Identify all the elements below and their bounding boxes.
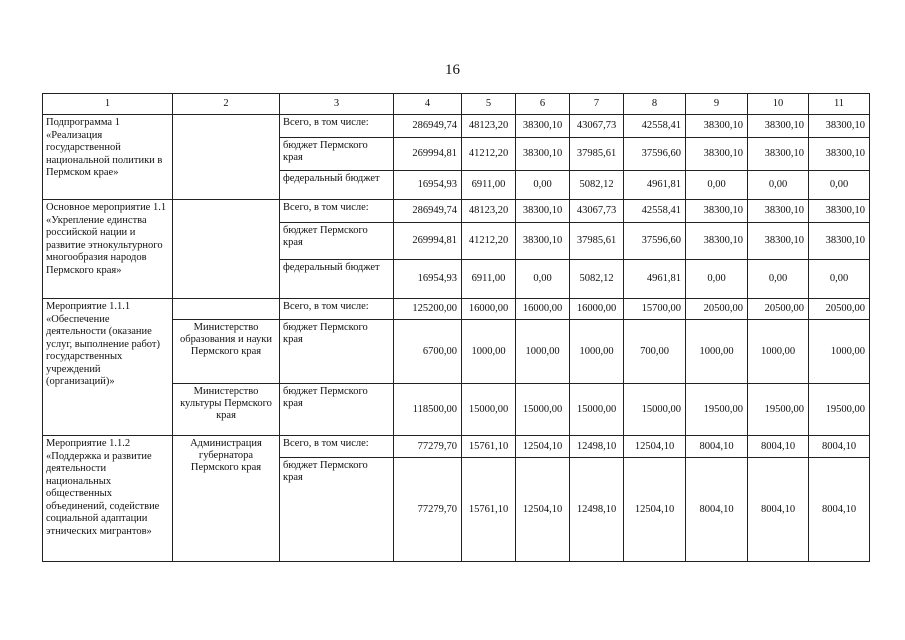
funding-source-cell: бюджет Пермского края xyxy=(280,223,394,260)
executor-cell: Администрация губернатора Пермского края xyxy=(173,436,280,562)
value-cell: 37985,61 xyxy=(570,223,624,260)
table-row xyxy=(43,436,870,458)
value-cell: 37596,60 xyxy=(624,138,686,171)
value-cell: 0,00 xyxy=(748,171,809,200)
value-cell: 20500,00 xyxy=(686,299,748,320)
value-cell: 1000,00 xyxy=(516,320,570,384)
value-cell: 48123,20 xyxy=(462,200,516,223)
value-cell: 42558,41 xyxy=(624,200,686,223)
table-row xyxy=(43,115,870,138)
value-cell: 6700,00 xyxy=(394,320,462,384)
column-header: 9 xyxy=(686,94,748,115)
funding-source-cell: федеральный бюджет xyxy=(280,260,394,299)
value-cell: 77279,70 xyxy=(394,458,462,562)
value-cell: 8004,10 xyxy=(686,436,748,458)
column-number-row xyxy=(43,94,870,115)
value-cell: 0,00 xyxy=(748,260,809,299)
value-cell: 16000,00 xyxy=(570,299,624,320)
value-cell: 1000,00 xyxy=(748,320,809,384)
column-header: 1 xyxy=(43,94,173,115)
value-cell: 1000,00 xyxy=(686,320,748,384)
value-cell: 8004,10 xyxy=(748,458,809,562)
value-cell: 0,00 xyxy=(686,260,748,299)
value-cell: 38300,10 xyxy=(809,115,870,138)
value-cell: 118500,00 xyxy=(394,384,462,436)
value-cell: 16954,93 xyxy=(394,260,462,299)
value-cell: 38300,10 xyxy=(809,223,870,260)
funding-source-cell: Всего, в том числе: xyxy=(280,436,394,458)
value-cell: 15000,00 xyxy=(624,384,686,436)
value-cell: 38300,10 xyxy=(748,200,809,223)
value-cell: 38300,10 xyxy=(516,200,570,223)
value-cell: 19500,00 xyxy=(809,384,870,436)
value-cell: 4961,81 xyxy=(624,260,686,299)
value-cell: 8004,10 xyxy=(686,458,748,562)
column-header: 4 xyxy=(394,94,462,115)
column-header: 8 xyxy=(624,94,686,115)
page-number: 16 xyxy=(445,62,460,78)
value-cell: 15761,10 xyxy=(462,436,516,458)
funding-source-cell: бюджет Пермского края xyxy=(280,138,394,171)
value-cell: 38300,10 xyxy=(809,200,870,223)
executor-cell: Министерство культуры Пермского края xyxy=(173,384,280,436)
value-cell: 4961,81 xyxy=(624,171,686,200)
value-cell: 38300,10 xyxy=(809,138,870,171)
executor-cell xyxy=(173,200,280,299)
value-cell: 8004,10 xyxy=(809,458,870,562)
value-cell: 16000,00 xyxy=(462,299,516,320)
value-cell: 5082,12 xyxy=(570,260,624,299)
value-cell: 15000,00 xyxy=(570,384,624,436)
value-cell: 12504,10 xyxy=(624,436,686,458)
budget-table xyxy=(42,93,870,562)
value-cell: 19500,00 xyxy=(748,384,809,436)
value-cell: 43067,73 xyxy=(570,200,624,223)
funding-source-cell: Всего, в том числе: xyxy=(280,200,394,223)
value-cell: 41212,20 xyxy=(462,223,516,260)
value-cell: 6911,00 xyxy=(462,171,516,200)
value-cell: 0,00 xyxy=(516,260,570,299)
value-cell: 41212,20 xyxy=(462,138,516,171)
table-row xyxy=(43,299,870,320)
funding-source-cell: бюджет Пермского края xyxy=(280,458,394,562)
value-cell: 15700,00 xyxy=(624,299,686,320)
value-cell: 38300,10 xyxy=(516,138,570,171)
value-cell: 37985,61 xyxy=(570,138,624,171)
value-cell: 6911,00 xyxy=(462,260,516,299)
value-cell: 48123,20 xyxy=(462,115,516,138)
value-cell: 77279,70 xyxy=(394,436,462,458)
funding-source-cell: бюджет Пермского края xyxy=(280,320,394,384)
value-cell: 38300,10 xyxy=(686,138,748,171)
value-cell: 286949,74 xyxy=(394,200,462,223)
value-cell: 15000,00 xyxy=(516,384,570,436)
value-cell: 5082,12 xyxy=(570,171,624,200)
value-cell: 8004,10 xyxy=(748,436,809,458)
program-name-cell: Мероприятие 1.1.1 «Обеспечение деятельности (оказание услуг, выполнение работ) государственных учреждений (организаций)» xyxy=(43,299,173,436)
value-cell: 12504,10 xyxy=(516,436,570,458)
program-name-cell: Основное мероприятие 1.1 «Укрепление единства российской нации и развитие этнокультурного многообразия народов Пермского края» xyxy=(43,200,173,299)
value-cell: 8004,10 xyxy=(809,436,870,458)
value-cell: 38300,10 xyxy=(686,115,748,138)
value-cell: 1000,00 xyxy=(809,320,870,384)
value-cell: 37596,60 xyxy=(624,223,686,260)
value-cell: 12504,10 xyxy=(624,458,686,562)
value-cell: 20500,00 xyxy=(809,299,870,320)
value-cell: 38300,10 xyxy=(748,138,809,171)
column-header: 5 xyxy=(462,94,516,115)
value-cell: 12504,10 xyxy=(516,458,570,562)
funding-source-cell: Всего, в том числе: xyxy=(280,299,394,320)
value-cell: 38300,10 xyxy=(516,115,570,138)
executor-cell xyxy=(173,115,280,200)
column-header: 7 xyxy=(570,94,624,115)
program-name-cell: Мероприятие 1.1.2 «Поддержка и развитие деятельности национальных общественных объединений, содействие социальной адаптации этнических мигрантов» xyxy=(43,436,173,562)
value-cell: 700,00 xyxy=(624,320,686,384)
funding-source-cell: федеральный бюджет xyxy=(280,171,394,200)
value-cell: 125200,00 xyxy=(394,299,462,320)
executor-cell xyxy=(173,299,280,320)
value-cell: 1000,00 xyxy=(462,320,516,384)
table-row xyxy=(43,200,870,223)
funding-source-cell: Всего, в том числе: xyxy=(280,115,394,138)
value-cell: 0,00 xyxy=(686,171,748,200)
column-header: 2 xyxy=(173,94,280,115)
value-cell: 269994,81 xyxy=(394,223,462,260)
column-header: 3 xyxy=(280,94,394,115)
value-cell: 286949,74 xyxy=(394,115,462,138)
value-cell: 0,00 xyxy=(809,171,870,200)
value-cell: 20500,00 xyxy=(748,299,809,320)
column-header: 10 xyxy=(748,94,809,115)
column-header: 11 xyxy=(809,94,870,115)
value-cell: 0,00 xyxy=(809,260,870,299)
value-cell: 38300,10 xyxy=(516,223,570,260)
value-cell: 38300,10 xyxy=(748,223,809,260)
value-cell: 15761,10 xyxy=(462,458,516,562)
value-cell: 19500,00 xyxy=(686,384,748,436)
value-cell: 15000,00 xyxy=(462,384,516,436)
value-cell: 38300,10 xyxy=(686,200,748,223)
value-cell: 16000,00 xyxy=(516,299,570,320)
executor-cell: Министерство образования и науки Пермского края xyxy=(173,320,280,384)
value-cell: 12498,10 xyxy=(570,458,624,562)
column-header: 6 xyxy=(516,94,570,115)
value-cell: 0,00 xyxy=(516,171,570,200)
value-cell: 42558,41 xyxy=(624,115,686,138)
value-cell: 43067,73 xyxy=(570,115,624,138)
funding-source-cell: бюджет Пермского края xyxy=(280,384,394,436)
value-cell: 38300,10 xyxy=(748,115,809,138)
program-name-cell: Подпрограмма 1 «Реализация государственной национальной политики в Пермском крае» xyxy=(43,115,173,200)
value-cell: 1000,00 xyxy=(570,320,624,384)
value-cell: 12498,10 xyxy=(570,436,624,458)
value-cell: 269994,81 xyxy=(394,138,462,171)
value-cell: 16954,93 xyxy=(394,171,462,200)
value-cell: 38300,10 xyxy=(686,223,748,260)
